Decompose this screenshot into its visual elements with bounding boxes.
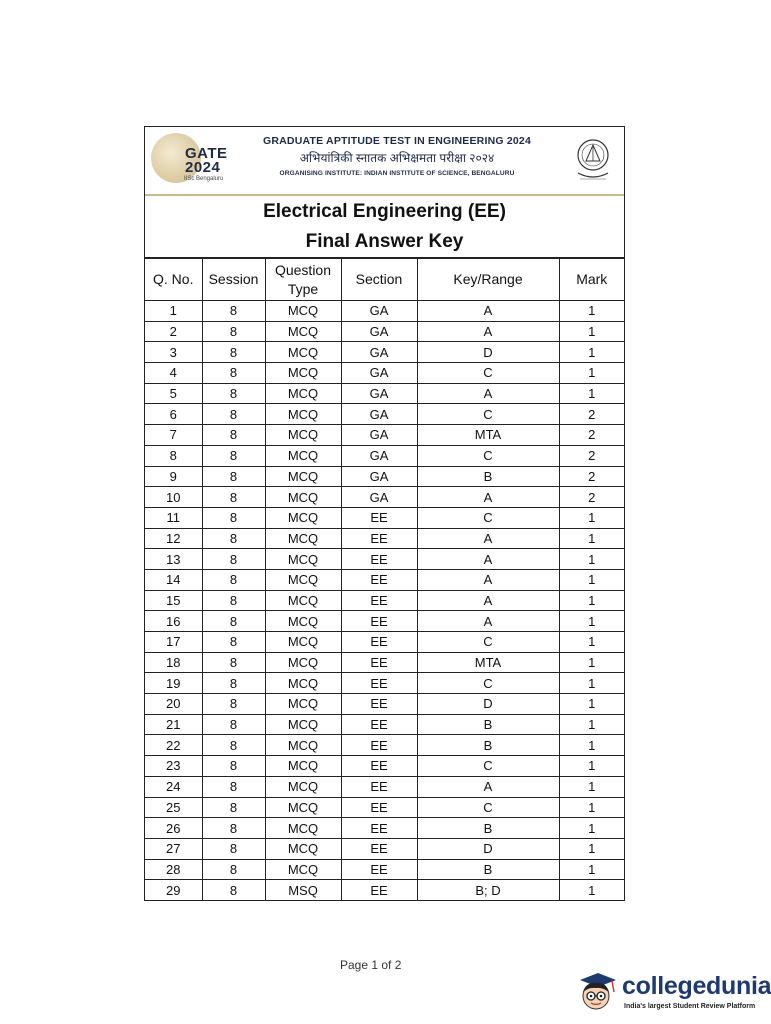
table-cell: EE <box>341 549 417 570</box>
table-cell: 8 <box>202 466 265 487</box>
table-cell: 8 <box>202 880 265 900</box>
table-cell: B <box>417 818 559 839</box>
table-cell: MCQ <box>265 425 341 446</box>
table-cell: 1 <box>559 590 624 611</box>
table-cell: B <box>417 735 559 756</box>
table-row <box>145 487 624 508</box>
document-title-line1: Electrical Engineering (EE) <box>263 201 506 222</box>
table-cell: 1 <box>559 611 624 632</box>
table-cell: C <box>417 404 559 425</box>
table-cell: 8 <box>202 321 265 342</box>
table-row <box>145 735 624 756</box>
table-row <box>145 859 624 880</box>
column-header: Mark <box>559 259 624 301</box>
table-cell: 8 <box>202 383 265 404</box>
collegedunia-watermark <box>570 966 771 1020</box>
graduate-mascot-icon <box>572 970 618 1016</box>
table-cell: EE <box>341 590 417 611</box>
table-header-row <box>145 259 624 301</box>
table-cell: 8 <box>202 363 265 384</box>
table-row <box>145 776 624 797</box>
table-cell: EE <box>341 528 417 549</box>
table-cell: MCQ <box>265 859 341 880</box>
table-cell: MCQ <box>265 694 341 715</box>
table-cell: 8 <box>202 694 265 715</box>
table-cell: 1 <box>559 880 624 900</box>
table-cell: 26 <box>145 818 202 839</box>
table-cell: 8 <box>202 714 265 735</box>
document-title <box>145 196 624 258</box>
table-cell: 8 <box>202 569 265 590</box>
table-cell: EE <box>341 859 417 880</box>
table-cell: MCQ <box>265 818 341 839</box>
table-cell: 8 <box>202 632 265 653</box>
table-cell: B <box>417 859 559 880</box>
table-cell: EE <box>341 776 417 797</box>
table-row <box>145 466 624 487</box>
table-cell: 1 <box>559 818 624 839</box>
table-cell: 14 <box>145 569 202 590</box>
table-cell: 5 <box>145 383 202 404</box>
organising-institute: ORGANISING INSTITUTE: INDIAN INSTITUTE OF SCIENCE, BENGALURU <box>279 170 515 177</box>
table-cell: 8 <box>202 590 265 611</box>
table-cell: 10 <box>145 487 202 508</box>
table-cell: 1 <box>559 363 624 384</box>
table-cell: EE <box>341 507 417 528</box>
table-cell: 20 <box>145 694 202 715</box>
table-cell: 27 <box>145 838 202 859</box>
table-cell: MCQ <box>265 714 341 735</box>
table-cell: 13 <box>145 549 202 570</box>
table-row <box>145 363 624 384</box>
table-cell: GA <box>341 487 417 508</box>
table-cell: EE <box>341 714 417 735</box>
collegedunia-brand-name: collegedunia <box>622 972 771 1000</box>
table-cell: MCQ <box>265 652 341 673</box>
table-cell: A <box>417 301 559 322</box>
table-cell: MCQ <box>265 363 341 384</box>
table-cell: 8 <box>202 838 265 859</box>
table-cell: 1 <box>559 632 624 653</box>
table-cell: 8 <box>202 652 265 673</box>
column-header: Session <box>202 259 265 301</box>
table-cell: 1 <box>145 301 202 322</box>
table-cell: 18 <box>145 652 202 673</box>
table-cell: 8 <box>202 425 265 446</box>
table-cell: 7 <box>145 425 202 446</box>
table-row <box>145 632 624 653</box>
table-row <box>145 611 624 632</box>
table-cell: 1 <box>559 569 624 590</box>
table-cell: GA <box>341 301 417 322</box>
table-row <box>145 383 624 404</box>
table-cell: MSQ <box>265 880 341 900</box>
table-row <box>145 549 624 570</box>
table-cell: 8 <box>202 487 265 508</box>
table-cell: MCQ <box>265 404 341 425</box>
table-row <box>145 838 624 859</box>
table-cell: MCQ <box>265 735 341 756</box>
table-cell: EE <box>341 652 417 673</box>
table-cell: MCQ <box>265 838 341 859</box>
table-row <box>145 445 624 466</box>
table-cell: C <box>417 632 559 653</box>
table-cell: A <box>417 776 559 797</box>
table-cell: MCQ <box>265 569 341 590</box>
table-cell: GA <box>341 383 417 404</box>
gate-logo-word: GATE <box>185 145 228 162</box>
table-cell: EE <box>341 673 417 694</box>
table-cell: GA <box>341 363 417 384</box>
table-row <box>145 425 624 446</box>
answer-key-sheet <box>144 126 625 901</box>
table-row <box>145 321 624 342</box>
table-cell: 2 <box>559 445 624 466</box>
table-cell: 1 <box>559 301 624 322</box>
table-cell: B; D <box>417 880 559 900</box>
table-cell: 1 <box>559 859 624 880</box>
table-cell: GA <box>341 425 417 446</box>
table-cell: EE <box>341 632 417 653</box>
table-cell: C <box>417 507 559 528</box>
table-cell: MCQ <box>265 321 341 342</box>
table-cell: 8 <box>202 528 265 549</box>
table-cell: 1 <box>559 549 624 570</box>
table-cell: EE <box>341 694 417 715</box>
table-row <box>145 818 624 839</box>
table-cell: A <box>417 549 559 570</box>
gate-logo-subtitle: IISc Bengaluru <box>184 176 224 182</box>
table-cell: EE <box>341 880 417 900</box>
table-cell: MTA <box>417 652 559 673</box>
table-cell: 12 <box>145 528 202 549</box>
table-cell: 11 <box>145 507 202 528</box>
table-cell: 2 <box>145 321 202 342</box>
table-cell: MCQ <box>265 797 341 818</box>
column-header: Section <box>341 259 417 301</box>
collegedunia-tagline: India's largest Student Review Platform <box>624 1003 756 1010</box>
table-cell: 8 <box>202 818 265 839</box>
table-cell: GA <box>341 342 417 363</box>
table-cell: EE <box>341 797 417 818</box>
table-cell: 16 <box>145 611 202 632</box>
table-cell: 2 <box>559 425 624 446</box>
exam-title-hindi: अभियांत्रिकी स्नातक अभिक्षमता परीक्षा २०२४ <box>299 151 495 165</box>
answer-rows <box>145 301 624 900</box>
table-cell: C <box>417 673 559 694</box>
table-cell: 8 <box>202 301 265 322</box>
table-cell: 21 <box>145 714 202 735</box>
table-cell: MCQ <box>265 549 341 570</box>
table-cell: A <box>417 528 559 549</box>
table-cell: B <box>417 466 559 487</box>
table-cell: 8 <box>145 445 202 466</box>
table-cell: 24 <box>145 776 202 797</box>
table-cell: MCQ <box>265 528 341 549</box>
table-cell: MCQ <box>265 756 341 777</box>
table-cell: 1 <box>559 797 624 818</box>
table-cell: 6 <box>145 404 202 425</box>
table-cell: A <box>417 590 559 611</box>
table-cell: EE <box>341 569 417 590</box>
table-cell: 8 <box>202 859 265 880</box>
table-cell: 1 <box>559 735 624 756</box>
table-row <box>145 694 624 715</box>
table-cell: 8 <box>202 549 265 570</box>
table-cell: 19 <box>145 673 202 694</box>
table-cell: GA <box>341 404 417 425</box>
table-cell: 1 <box>559 673 624 694</box>
column-header: Question Type <box>265 259 341 301</box>
table-row <box>145 714 624 735</box>
table-cell: B <box>417 714 559 735</box>
table-cell: MCQ <box>265 383 341 404</box>
table-cell: A <box>417 321 559 342</box>
answer-key-table <box>145 258 624 900</box>
table-cell: 1 <box>559 838 624 859</box>
table-cell: 8 <box>202 611 265 632</box>
table-cell: 15 <box>145 590 202 611</box>
table-cell: MCQ <box>265 590 341 611</box>
table-cell: 2 <box>559 404 624 425</box>
table-row <box>145 404 624 425</box>
table-cell: 8 <box>202 756 265 777</box>
table-row <box>145 342 624 363</box>
table-cell: GA <box>341 445 417 466</box>
table-cell: D <box>417 838 559 859</box>
banner-text <box>237 135 557 177</box>
table-cell: 22 <box>145 735 202 756</box>
table-cell: 1 <box>559 756 624 777</box>
table-cell: MCQ <box>265 466 341 487</box>
table-cell: MCQ <box>265 632 341 653</box>
table-cell: EE <box>341 838 417 859</box>
table-cell: 8 <box>202 797 265 818</box>
exam-banner <box>145 127 624 196</box>
table-cell: 8 <box>202 735 265 756</box>
table-cell: C <box>417 797 559 818</box>
iisc-emblem-icon <box>572 135 614 185</box>
table-cell: A <box>417 611 559 632</box>
table-cell: 2 <box>559 487 624 508</box>
exam-title: GRADUATE APTITUDE TEST IN ENGINEERING 2024 <box>262 135 532 147</box>
table-cell: 1 <box>559 528 624 549</box>
table-row <box>145 652 624 673</box>
table-cell: 1 <box>559 694 624 715</box>
table-cell: EE <box>341 735 417 756</box>
table-cell: C <box>417 756 559 777</box>
gate-logo-year: 2024 <box>185 159 221 176</box>
table-row <box>145 797 624 818</box>
table-cell: 3 <box>145 342 202 363</box>
table-cell: C <box>417 445 559 466</box>
table-row <box>145 507 624 528</box>
table-cell: 8 <box>202 776 265 797</box>
table-cell: MCQ <box>265 342 341 363</box>
document-title-line2: Final Answer Key <box>305 231 464 252</box>
table-cell: GA <box>341 321 417 342</box>
table-cell: A <box>417 569 559 590</box>
table-row <box>145 756 624 777</box>
table-row <box>145 301 624 322</box>
table-row <box>145 569 624 590</box>
table-cell: C <box>417 363 559 384</box>
table-cell: MCQ <box>265 507 341 528</box>
table-cell: 25 <box>145 797 202 818</box>
table-cell: GA <box>341 466 417 487</box>
table-cell: D <box>417 694 559 715</box>
table-cell: 8 <box>202 342 265 363</box>
table-cell: 28 <box>145 859 202 880</box>
table-cell: MTA <box>417 425 559 446</box>
table-cell: 8 <box>202 507 265 528</box>
table-cell: D <box>417 342 559 363</box>
table-cell: 1 <box>559 321 624 342</box>
table-row <box>145 880 624 900</box>
table-cell: EE <box>341 611 417 632</box>
table-cell: MCQ <box>265 445 341 466</box>
gate-2024-logo <box>151 133 227 187</box>
table-cell: MCQ <box>265 611 341 632</box>
table-cell: MCQ <box>265 487 341 508</box>
table-cell: A <box>417 487 559 508</box>
table-cell: A <box>417 383 559 404</box>
table-cell: 1 <box>559 776 624 797</box>
table-cell: 1 <box>559 652 624 673</box>
table-row <box>145 528 624 549</box>
table-row <box>145 590 624 611</box>
page-number: Page 1 of 2 <box>340 958 402 972</box>
table-cell: 9 <box>145 466 202 487</box>
table-cell: 29 <box>145 880 202 900</box>
table-cell: 2 <box>559 466 624 487</box>
table-cell: 8 <box>202 445 265 466</box>
table-cell: 1 <box>559 507 624 528</box>
table-cell: 17 <box>145 632 202 653</box>
column-header: Q. No. <box>145 259 202 301</box>
table-cell: MCQ <box>265 776 341 797</box>
table-cell: 23 <box>145 756 202 777</box>
table-cell: 1 <box>559 714 624 735</box>
table-cell: EE <box>341 818 417 839</box>
table-cell: 4 <box>145 363 202 384</box>
table-cell: MCQ <box>265 673 341 694</box>
table-cell: MCQ <box>265 301 341 322</box>
table-cell: EE <box>341 756 417 777</box>
table-row <box>145 673 624 694</box>
table-cell: 8 <box>202 404 265 425</box>
table-cell: 1 <box>559 383 624 404</box>
table-cell: 1 <box>559 342 624 363</box>
column-header: Key/Range <box>417 259 559 301</box>
table-cell: 8 <box>202 673 265 694</box>
